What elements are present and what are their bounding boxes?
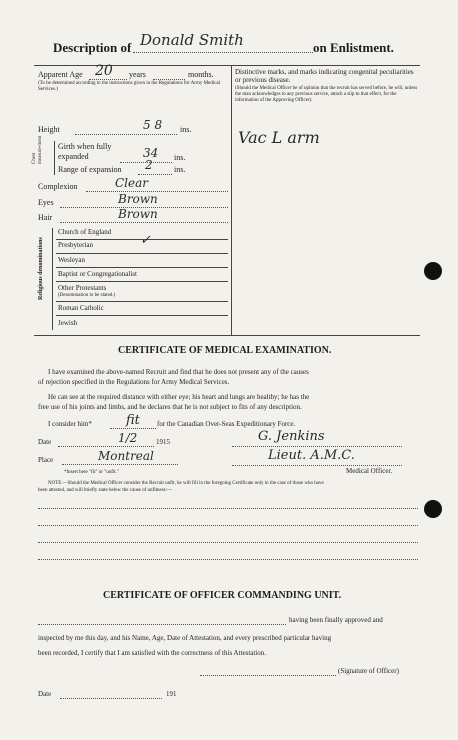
medical-date-label: Date	[38, 438, 52, 446]
unfit-note-line2: been attested, and will briefly state below the cause of unfitness:—	[38, 488, 172, 493]
hair-dotline	[60, 222, 228, 223]
recruit-name: Donald Smith	[140, 31, 244, 49]
religion-brace	[52, 228, 53, 330]
medical-date-value: 1/2	[118, 431, 138, 445]
section-bottom-rule	[34, 335, 420, 336]
range-unit: ins.	[174, 165, 186, 174]
range-dotline	[138, 174, 172, 175]
officer-line1-rest: having been finally approved and	[289, 616, 383, 624]
religion-denomination-note: (Denomination to be stated.)	[58, 293, 116, 298]
officer-year-label: 191	[166, 690, 177, 698]
officer-line2: inspected by me this day, and his Name, Age, Date of Attestation, and every prescribed particular having	[38, 634, 332, 642]
girth-value: 34	[143, 146, 159, 160]
religion-roman-catholic: Roman Catholic	[58, 304, 104, 312]
months-dotline	[153, 79, 185, 80]
medical-signature-dotline	[232, 446, 402, 447]
punch-hole-top	[424, 262, 442, 280]
height-value: 5 8	[143, 118, 163, 132]
height-unit: ins.	[180, 125, 192, 134]
girth-unit: ins.	[174, 153, 186, 162]
height-dotline	[75, 134, 177, 135]
consider-label: I consider him*	[48, 420, 92, 428]
medical-officer-rank: Lieut. A.M.C.	[268, 448, 355, 463]
medical-para2-line1: He can see at the required distance with either eye; his heart and lungs are healthy; he has the	[48, 393, 310, 401]
months-label: months.	[188, 70, 214, 79]
officer-date-dotline	[60, 698, 162, 699]
name-underline	[133, 52, 313, 53]
girth-label: Girth when fully expanded	[58, 142, 112, 161]
religion-rule-5	[56, 301, 228, 302]
top-rule	[34, 65, 420, 66]
unfit-cause-line-2	[38, 525, 418, 526]
religion-rule-2	[56, 253, 228, 254]
height-label: Height	[38, 125, 60, 134]
officer-signature-dotline	[200, 675, 336, 676]
medical-officer-signature: G. Jenkins	[258, 429, 325, 444]
age-label: Apparent Age	[38, 70, 83, 79]
complexion-label: Complexion	[38, 182, 78, 191]
hair-value: Brown	[118, 207, 158, 221]
insert-fit-note: *Insert here "fit" or "unfit."	[64, 470, 119, 475]
distinctive-marks-note: (Should the Medical Officer be of opinion that the recruit has served before, he will, unless the man acknowledges to any previous service, attach a slip to that effect, for the information of the Approving Officer).	[235, 86, 418, 103]
medical-officer-label: Medical Officer.	[346, 467, 393, 475]
medical-para1-line1: I have examined the above-named Recruit and find that he does not present any of the causes	[48, 368, 309, 376]
officer-line1-dotline	[38, 624, 286, 625]
distinctive-marks-value: Vac L arm	[238, 128, 320, 147]
unfit-cause-line-3	[38, 542, 418, 543]
column-divider	[231, 65, 232, 335]
chest-brace	[54, 141, 55, 175]
religion-jewish: Jewish	[58, 319, 78, 327]
range-value: 2	[145, 158, 153, 172]
medical-para2-line2: free use of his joints and limbs, and he declares that he is not subject to fits of any description.	[38, 403, 302, 411]
consider-rest: for the Canadian Over-Seas Expeditionary Force.	[157, 420, 296, 428]
hair-label: Hair	[38, 213, 53, 222]
medical-officer-dotline	[232, 465, 402, 466]
complexion-value: Clear	[115, 176, 149, 190]
distinctive-marks-heading: Distinctive marks, and marks indicating congenital peculiarities or previous disease.	[235, 68, 414, 84]
chest-measurement-label: Chest measure-ment	[32, 135, 43, 164]
medical-date-dotline	[58, 446, 154, 447]
age-value: 20	[95, 63, 113, 79]
punch-hole-bottom	[424, 500, 442, 518]
unfit-cause-line-4	[38, 559, 418, 560]
religion-baptist: Baptist or Congregationalist	[58, 270, 137, 278]
age-dotline	[89, 79, 127, 80]
religion-rule-3	[56, 267, 228, 268]
religion-church-of-england: Church of England	[58, 228, 112, 236]
consider-value: fit	[126, 413, 140, 428]
years-label: years	[129, 70, 146, 79]
officer-date-label: Date	[38, 690, 52, 698]
medical-year-value: 1915	[156, 438, 170, 446]
medical-place-label: Place	[38, 456, 54, 464]
religion-wesleyan: Wesleyan	[58, 256, 86, 264]
medical-para1-line2: of rejection specified in the Regulations for Army Medical Services.	[38, 378, 230, 386]
religion-rule-6	[56, 315, 228, 316]
medical-place-value: Montreal	[98, 449, 154, 463]
officer-line3: been recorded, I certify that I am satisfied with the correctness of this Attestation.	[38, 649, 267, 657]
eyes-value: Brown	[118, 192, 158, 206]
eyes-label: Eyes	[38, 198, 54, 207]
officer-certificate-heading: CERTIFICATE OF OFFICER COMMANDING UNIT.	[103, 590, 342, 601]
consider-dotline	[110, 428, 156, 429]
age-instruction-note: (To be determined according to the instructions given in the Regulations for Army Medical Services.)	[38, 81, 220, 92]
medical-certificate-heading: CERTIFICATE OF MEDICAL EXAMINATION.	[118, 345, 332, 356]
document-title-right: on Enlistment.	[313, 40, 394, 55]
religion-presbyterian: Presbyterian	[58, 241, 93, 249]
range-label: Range of expansion	[58, 165, 122, 174]
unfit-cause-line-1	[38, 508, 418, 509]
religion-rule-4	[56, 281, 228, 282]
officer-signature-label: (Signature of Officer)	[338, 667, 399, 675]
unfit-note-line1: NOTE.—Should the Medical Officer consider the Recruit unfit, he will fill in the foregoing Certificate only in the case of those who have	[48, 481, 324, 486]
presbyterian-check-mark: ✓	[140, 233, 151, 248]
medical-place-dotline	[62, 464, 178, 465]
religion-other-protestants: Other Protestants	[58, 284, 107, 292]
document-title-left: Description of	[53, 40, 132, 55]
religion-side-label: Religious denominations	[38, 237, 44, 300]
